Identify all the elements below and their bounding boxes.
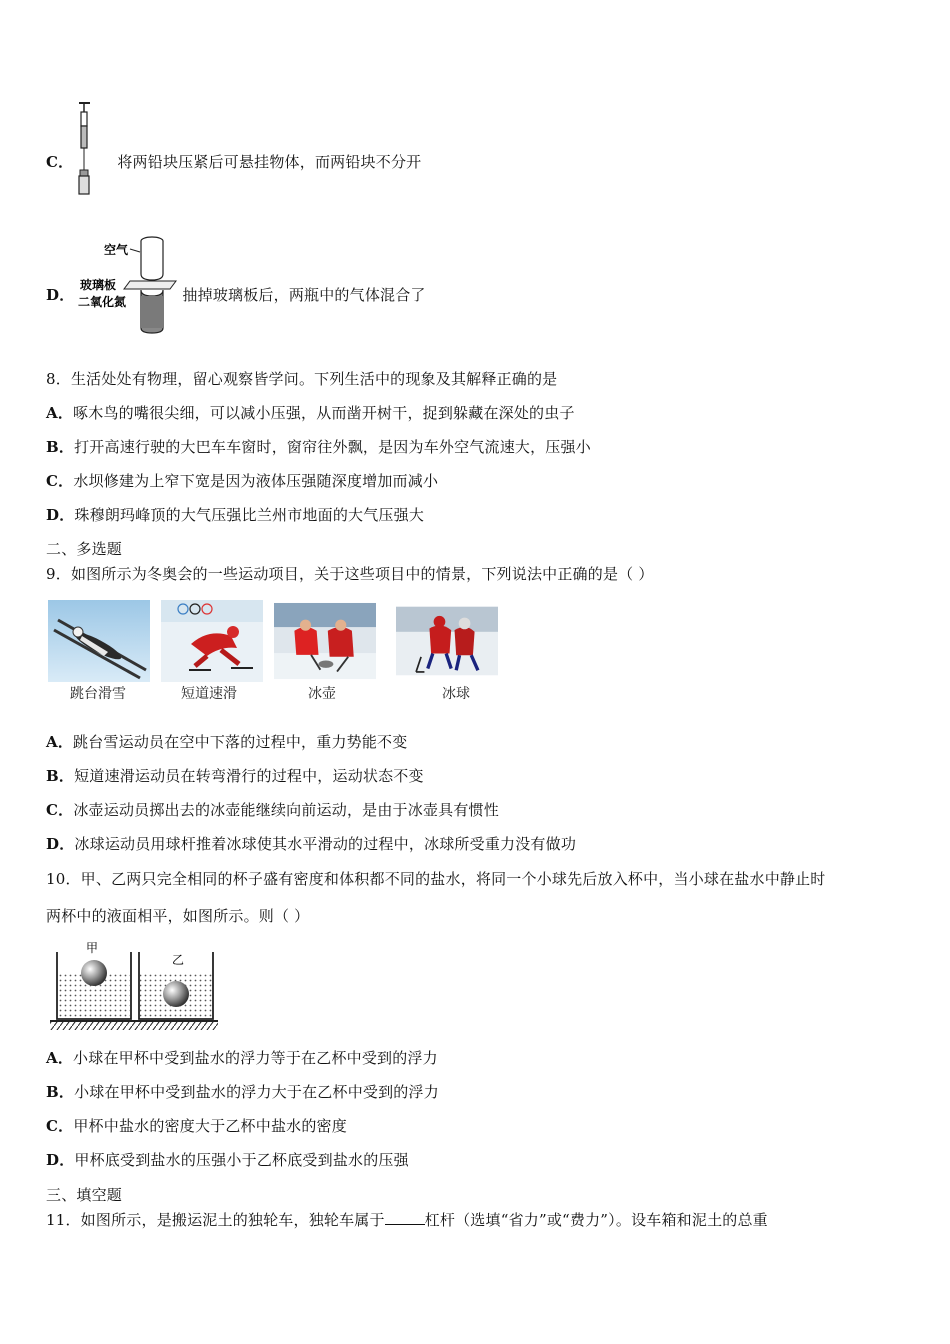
q8-option-a: A．啄木鸟的嘴很尖细，可以减小压强，从而凿开树干，捉到躲藏在深处的虫子: [46, 404, 575, 422]
q9-option-d: D．冰球运动员用球杆推着冰球使其水平滑动的过程中，冰球所受重力没有做功: [46, 835, 577, 853]
q11-stem-a: 11．如图所示，是搬运泥土的独轮车，独轮车属于: [46, 1211, 385, 1229]
q7-option-d: [46, 285, 426, 305]
cup-label-jia: 甲: [86, 941, 99, 955]
curling-photo: [274, 600, 376, 682]
q11-stem: [46, 1210, 768, 1230]
photo-caption-ice-hockey: 冰球: [442, 686, 470, 702]
q10-option-b: B．小球在甲杯中受到盐水的浮力大于在乙杯中受到的浮力: [46, 1083, 439, 1101]
two-cups-figure: [48, 938, 220, 1032]
ski-jump-photo: [48, 600, 150, 682]
air-label: 空气: [104, 243, 129, 257]
section-heading-multiple-choice: 二、多选题: [46, 540, 123, 558]
photo-caption-short-track: 短道速滑: [181, 686, 237, 702]
q7-option-c: [46, 152, 421, 172]
q11-stem-b: 杠杆（选填“省力”或“费力”）。设车箱和泥土的总重: [424, 1211, 768, 1229]
q10-option-c: C．甲杯中盐水的密度大于乙杯中盐水的密度: [46, 1117, 347, 1135]
photo-caption-ski-jump: 跳台滑雪: [70, 686, 126, 702]
q8-option-b: B．打开高速行驶的大巴车车窗时，窗帘往外飘，是因为车外空气流速大，压强小: [46, 438, 591, 456]
option-text: 将两铅块压紧后可悬挂物体，而两铅块不分开: [117, 153, 422, 171]
answer-blank[interactable]: [385, 1210, 425, 1225]
q10-option-d: D．甲杯底受到盐水的压强小于乙杯底受到盐水的压强: [46, 1151, 409, 1169]
photo-caption-curling: 冰壶: [308, 686, 336, 702]
option-text: 抽掉玻璃板后，两瓶中的气体混合了: [182, 286, 426, 304]
q8-option-c: C．水坝修建为上窄下宽是因为液体压强随深度增加而减小: [46, 472, 439, 490]
glass-label: 玻璃板: [80, 278, 117, 292]
option-label: C．: [46, 153, 74, 171]
ball-in-jia: [81, 960, 107, 986]
ice-hockey-photo: [396, 600, 498, 682]
q10-stem-line2: 两杯中的液面相平，如图所示。则（ ）: [46, 907, 310, 925]
short-track-photo: [161, 600, 263, 682]
q9-option-b: B．短道速滑运动员在转弯滑行的过程中，运动状态不变: [46, 767, 424, 785]
option-label: D．: [46, 286, 75, 304]
q9-option-c: C．冰壶运动员掷出去的冰壶能继续向前运动，是由于冰壶具有惯性: [46, 801, 499, 819]
lead-blocks-figure: [74, 100, 98, 198]
section-heading-fill-in: 三、填空题: [46, 1186, 123, 1204]
q10-stem-line1: 10．甲、乙两只完全相同的杯子盛有密度和体积都不同的盐水，将同一个小球先后放入杯中，当小球在盐水中静止时: [46, 870, 826, 888]
ball-in-yi: [163, 981, 189, 1007]
q8-stem: 8．生活处处有物理，留心观察皆学问。下列生活中的现象及其解释正确的是: [46, 370, 558, 388]
no2-label: 二氧化氮: [78, 295, 127, 309]
cup-label-yi: 乙: [172, 953, 185, 967]
q8-option-d: D．珠穆朗玛峰顶的大气压强比兰州市地面的大气压强大: [46, 506, 425, 524]
q10-option-a: A．小球在甲杯中受到盐水的浮力等于在乙杯中受到的浮力: [46, 1049, 438, 1067]
q9-stem: 9．如图所示为冬奥会的一些运动项目，关于这些项目中的情景，下列说法中正确的是（ ）: [46, 565, 654, 583]
q9-option-a: A．跳台雪运动员在空中下落的过程中，重力势能不变: [46, 733, 408, 751]
